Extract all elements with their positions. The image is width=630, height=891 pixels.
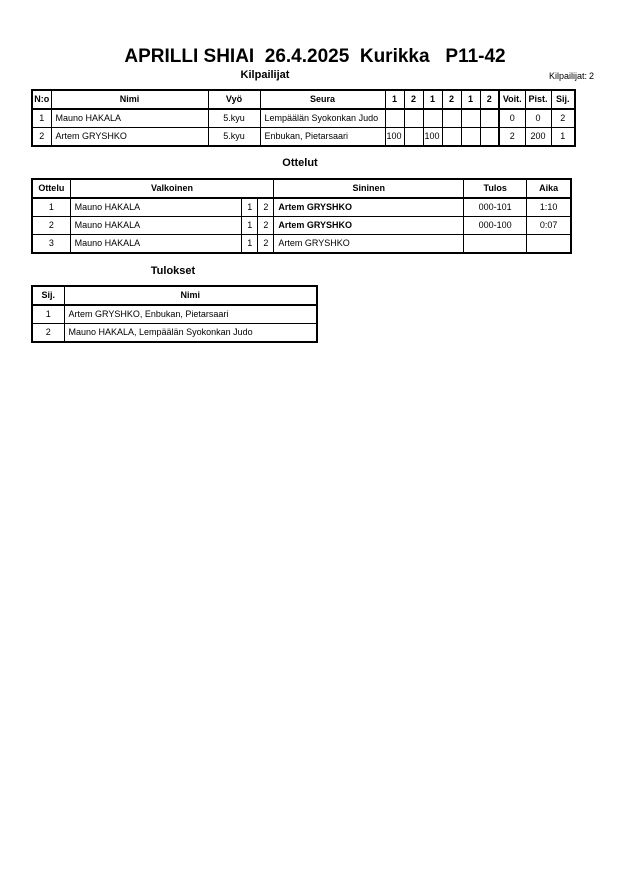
competitors-table xyxy=(31,89,576,147)
score-cell xyxy=(461,109,480,128)
competitors-heading: Kilpailijat xyxy=(240,69,290,81)
competitor-club xyxy=(260,128,385,147)
competitor-rank: 1 xyxy=(551,128,575,147)
competitor-wins: 0 xyxy=(499,109,525,128)
col-belt: Vyö xyxy=(208,90,260,109)
table-row xyxy=(32,324,317,343)
col-score-4: 2 xyxy=(442,90,461,109)
competitor-count-label: Kilpailijat: xyxy=(549,71,588,81)
col-match: Ottelu xyxy=(32,179,70,198)
match-time xyxy=(527,235,571,254)
score-cell xyxy=(442,128,461,147)
competitor-club xyxy=(260,109,385,128)
match-time: 1:10 xyxy=(527,198,571,217)
col-score-1: 1 xyxy=(385,90,404,109)
matches-table xyxy=(31,178,572,254)
results-heading: Tulokset xyxy=(150,265,196,277)
competitor-count-value: 2 xyxy=(589,71,595,81)
white-fighter: Mauno HAKALA xyxy=(70,217,242,235)
page-title: APRILLI SHIAI 26.4.2025 Kurikka P11-42 xyxy=(124,46,506,67)
score-cell xyxy=(480,109,499,128)
competitor-club-text: Lempäälän Syokonkan Judo xyxy=(264,113,379,123)
score-cell xyxy=(461,128,480,147)
white-marker: 1 xyxy=(242,235,258,254)
match-result: 000-100 xyxy=(464,217,527,235)
blue-fighter: Artem GRYSHKO xyxy=(274,198,464,217)
col-wins: Voit. xyxy=(499,90,525,109)
col-score-3: 1 xyxy=(423,90,442,109)
white-fighter: Mauno HAKALA xyxy=(70,235,242,254)
competitor-points: 200 xyxy=(525,128,551,147)
col-score-6: 2 xyxy=(480,90,499,109)
score-cell: 100 xyxy=(385,128,404,147)
white-marker: 1 xyxy=(242,217,258,235)
table-row xyxy=(32,305,317,324)
blue-marker: 2 xyxy=(258,217,274,235)
competitor-no: 2 xyxy=(32,128,51,147)
results-header-row xyxy=(32,286,317,305)
result-rank: 1 xyxy=(32,305,64,324)
blue-marker: 2 xyxy=(258,235,274,254)
col-name: Nimi xyxy=(51,90,208,109)
competitor-name: Artem GRYSHKO xyxy=(51,128,208,147)
competitor-count xyxy=(547,71,594,81)
competitor-name: Mauno HAKALA xyxy=(51,109,208,128)
score-cell xyxy=(480,128,499,147)
results-table xyxy=(31,285,318,343)
match-result xyxy=(464,235,527,254)
match-no: 2 xyxy=(32,217,70,235)
white-marker: 1 xyxy=(242,198,258,217)
score-cell xyxy=(404,109,423,128)
table-row xyxy=(32,128,575,147)
col-time: Aika xyxy=(527,179,571,198)
result-rank: 2 xyxy=(32,324,64,343)
col-blue: Sininen xyxy=(274,179,464,198)
competitor-belt: 5.kyu xyxy=(208,128,260,147)
col-score-5: 1 xyxy=(461,90,480,109)
blue-marker: 2 xyxy=(258,198,274,217)
blue-fighter: Artem GRYSHKO xyxy=(274,235,464,254)
competitor-wins: 2 xyxy=(499,128,525,147)
competitor-no: 1 xyxy=(32,109,51,128)
score-cell xyxy=(423,109,442,128)
competitors-header-row xyxy=(32,90,575,109)
white-fighter: Mauno HAKALA xyxy=(70,198,242,217)
score-cell xyxy=(404,128,423,147)
col-club: Seura xyxy=(260,90,385,109)
blue-fighter: Artem GRYSHKO xyxy=(274,217,464,235)
score-cell xyxy=(442,109,461,128)
col-no: N:o xyxy=(32,90,51,109)
competitor-belt: 5.kyu xyxy=(208,109,260,128)
table-row xyxy=(32,109,575,128)
col-white: Valkoinen xyxy=(70,179,274,198)
col-score-2: 2 xyxy=(404,90,423,109)
col-rank: Sij. xyxy=(32,286,64,305)
col-rank: Sij. xyxy=(551,90,575,109)
competitor-points: 0 xyxy=(525,109,551,128)
result-name: Mauno HAKALA, Lempäälän Syokonkan Judo xyxy=(64,324,317,343)
result-name: Artem GRYSHKO, Enbukan, Pietarsaari xyxy=(64,305,317,324)
match-result: 000-101 xyxy=(464,198,527,217)
match-no: 1 xyxy=(32,198,70,217)
match-time: 0:07 xyxy=(527,217,571,235)
table-row xyxy=(32,198,571,217)
score-cell: 100 xyxy=(423,128,442,147)
competitor-club-text: Enbukan, Pietarsaari xyxy=(264,131,349,141)
col-name: Nimi xyxy=(64,286,317,305)
score-cell xyxy=(385,109,404,128)
col-result: Tulos xyxy=(464,179,527,198)
col-points: Pist. xyxy=(525,90,551,109)
table-row xyxy=(32,235,571,254)
table-row xyxy=(32,217,571,235)
match-no: 3 xyxy=(32,235,70,254)
matches-heading: Ottelut xyxy=(282,157,318,169)
competitor-rank: 2 xyxy=(551,109,575,128)
matches-header-row xyxy=(32,179,571,198)
